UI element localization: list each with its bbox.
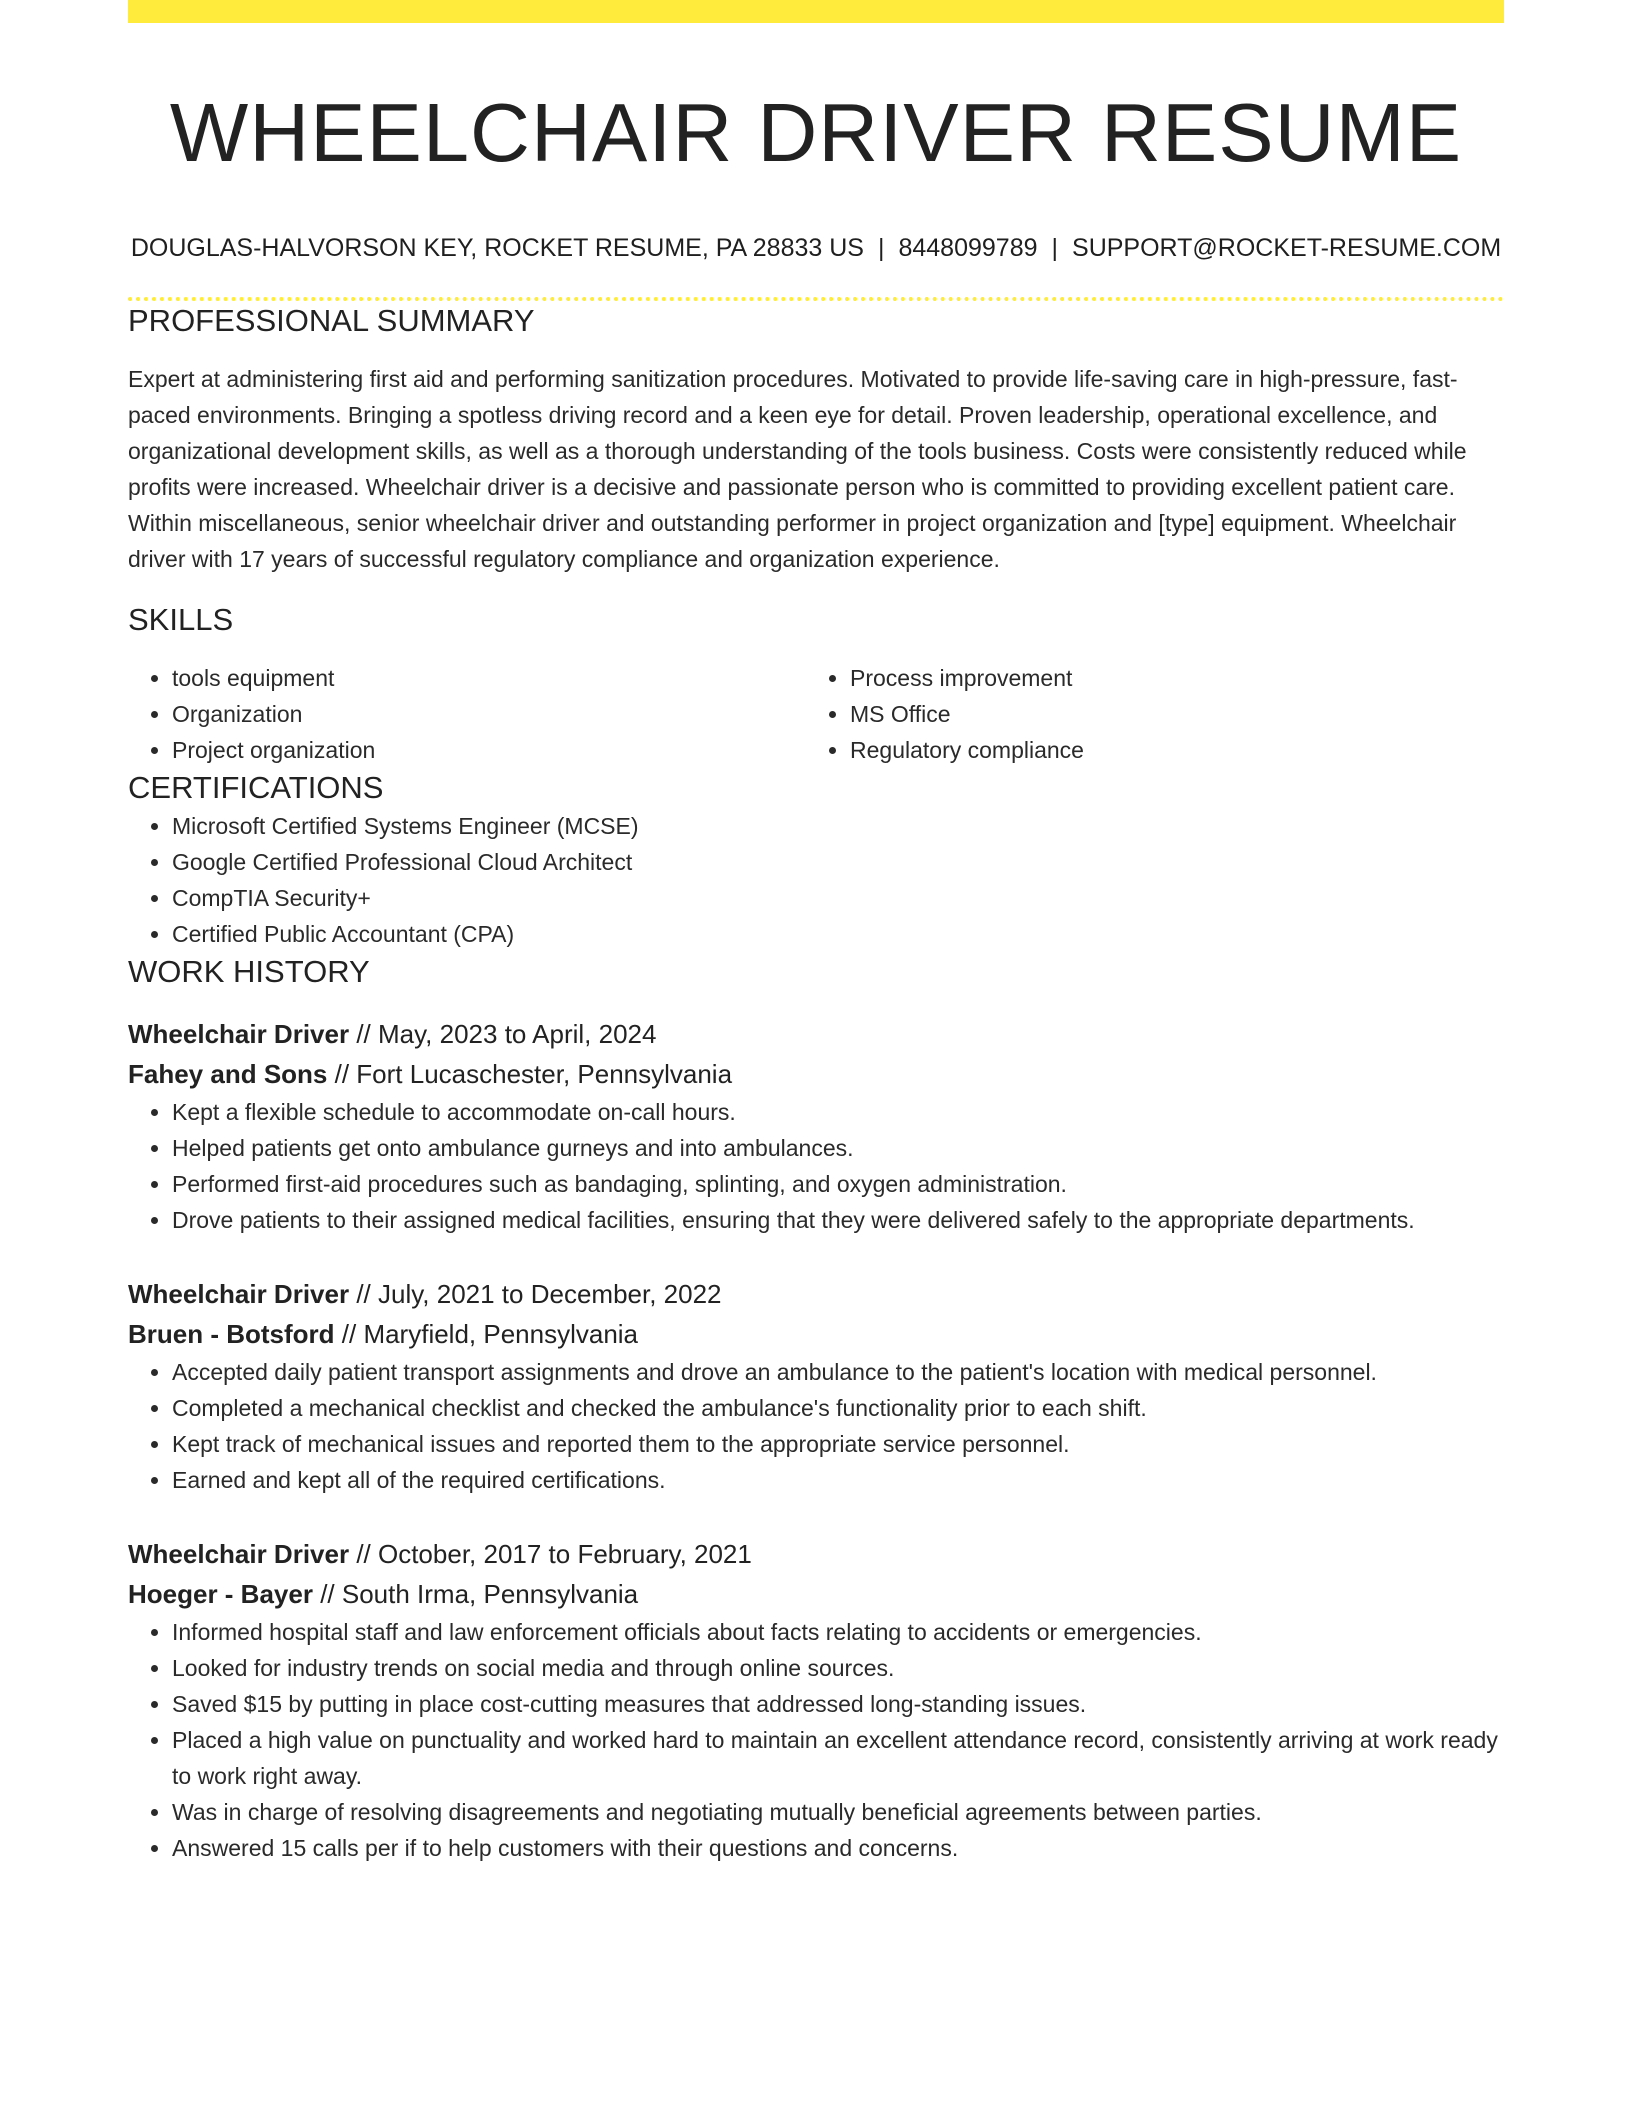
job-company: Hoeger - Bayer [128, 1579, 313, 1609]
job-bullet: • Looked for industry trends on social media and through online sources. [172, 1650, 1504, 1686]
contact-address: DOUGLAS-HALVORSON KEY, ROCKET RESUME, PA 28833 US [130, 234, 864, 262]
job-bullet: • Helped patients get onto ambulance gurneys and into ambulances. [172, 1130, 1504, 1166]
skill-item: • Regulatory compliance [850, 732, 1484, 768]
contact-phone: 8448099789 [898, 234, 1038, 262]
skills-column-left [128, 660, 806, 768]
certifications-heading: CERTIFICATIONS [128, 770, 384, 805]
resume-page [128, 0, 1504, 1866]
skills-columns [128, 660, 1504, 768]
job-bullets [128, 1614, 1504, 1866]
job-company-line [128, 1314, 1504, 1354]
job-location: // South Irma, Pennsylvania [312, 1579, 639, 1609]
certification-item: • Certified Public Accountant (CPA) [172, 916, 1504, 952]
job-dates: // May, 2023 to April, 2024 [349, 1019, 657, 1049]
accent-top-bar [128, 0, 1504, 23]
job-title: Wheelchair Driver [128, 1279, 350, 1309]
job-bullet: • Informed hospital staff and law enforcement officials about facts relating to accidents or emergencies. [172, 1614, 1504, 1650]
job-bullet: • Placed a high value on punctuality and worked hard to maintain an excellent attendance record, consistently arriving at work ready to work right away. [172, 1722, 1504, 1794]
job-bullet: • Completed a mechanical checklist and checked the ambulance's functionality prior to each shift. [172, 1390, 1504, 1426]
summary-text: Expert at administering first aid and performing sanitization procedures. Motivated to provide life-saving care in high-pressure, fast-paced environments. Bringing a spotless driving record and a keen eye for detail. Proven leadership, operational excellence, and organizational development skills, as well as a thorough understanding of the tools business. Costs were consistently reduced while profits were increased. Wheelchair driver is a decisive and passionate person who is committed to providing excellent patient care. Within miscellaneous, senior wheelchair driver and outstanding performer in project organization and [type] equipment. Wheelchair driver with 17 years of successful regulatory compliance and organization experience. [128, 366, 1467, 572]
job-bullet: • Drove patients to their assigned medical facilities, ensuring that they were delivered safely to the appropriate departments. [172, 1202, 1504, 1238]
skills-list-left [128, 660, 806, 768]
job-bullet: • Kept a flexible schedule to accommodate on-call hours. [172, 1094, 1504, 1130]
job-company: Bruen - Botsford [128, 1319, 335, 1349]
certification-item: • CompTIA Security+ [172, 880, 1504, 916]
job-title-line [128, 1274, 1504, 1314]
job-bullet: • Kept track of mechanical issues and reported them to the appropriate service personnel. [172, 1426, 1504, 1462]
job-bullet: • Answered 15 calls per if to help customers with their questions and concerns. [172, 1830, 1504, 1866]
skills-column-right [806, 660, 1484, 768]
skill-item: • Organization [172, 696, 806, 732]
certification-item: • Google Certified Professional Cloud Architect [172, 844, 1504, 880]
job-company: Fahey and Sons [128, 1059, 328, 1089]
contact-email: SUPPORT@ROCKET-RESUME.COM [1072, 234, 1502, 262]
contact-line [128, 232, 1504, 264]
job-bullets [128, 1094, 1504, 1238]
skills-list-right [806, 660, 1484, 768]
job-company-line [128, 1054, 1504, 1094]
job-title: Wheelchair Driver [128, 1539, 350, 1569]
job-location: // Fort Lucaschester, Pennsylvania [327, 1059, 733, 1089]
contact-separator: | [877, 234, 885, 262]
job-entry [128, 1534, 1504, 1866]
job-dates: // October, 2017 to February, 2021 [349, 1539, 752, 1569]
skill-item: • Process improvement [850, 660, 1484, 696]
resume-title: WHEELCHAIR DRIVER RESUME [169, 86, 1463, 179]
job-bullet: • Saved $15 by putting in place cost-cutting measures that addressed long-standing issues. [172, 1686, 1504, 1722]
skill-item: • tools equipment [172, 660, 806, 696]
skill-item: • Project organization [172, 732, 806, 768]
skills-heading: SKILLS [128, 602, 234, 637]
job-bullet: • Accepted daily patient transport assignments and drove an ambulance to the patient's location with medical personnel. [172, 1354, 1504, 1390]
job-bullet: • Earned and kept all of the required certifications. [172, 1462, 1504, 1498]
job-dates: // July, 2021 to December, 2022 [349, 1279, 722, 1309]
certifications-list [128, 808, 1504, 952]
certification-item: • Microsoft Certified Systems Engineer (MCSE) [172, 808, 1504, 844]
work-history-heading: WORK HISTORY [128, 954, 370, 989]
job-title-line [128, 1014, 1504, 1054]
job-entry [128, 1014, 1504, 1238]
summary-heading: PROFESSIONAL SUMMARY [128, 303, 535, 338]
job-bullet: • Was in charge of resolving disagreements and negotiating mutually beneficial agreements between parties. [172, 1794, 1504, 1830]
contact-separator: | [1051, 234, 1059, 262]
job-title-line [128, 1534, 1504, 1574]
job-title: Wheelchair Driver [128, 1019, 350, 1049]
job-location: // Maryfield, Pennsylvania [334, 1319, 639, 1349]
job-bullet: • Performed first-aid procedures such as bandaging, splinting, and oxygen administration. [172, 1166, 1504, 1202]
skill-item: • MS Office [850, 696, 1484, 732]
job-entry [128, 1274, 1504, 1498]
job-company-line [128, 1574, 1504, 1614]
job-bullets [128, 1354, 1504, 1498]
